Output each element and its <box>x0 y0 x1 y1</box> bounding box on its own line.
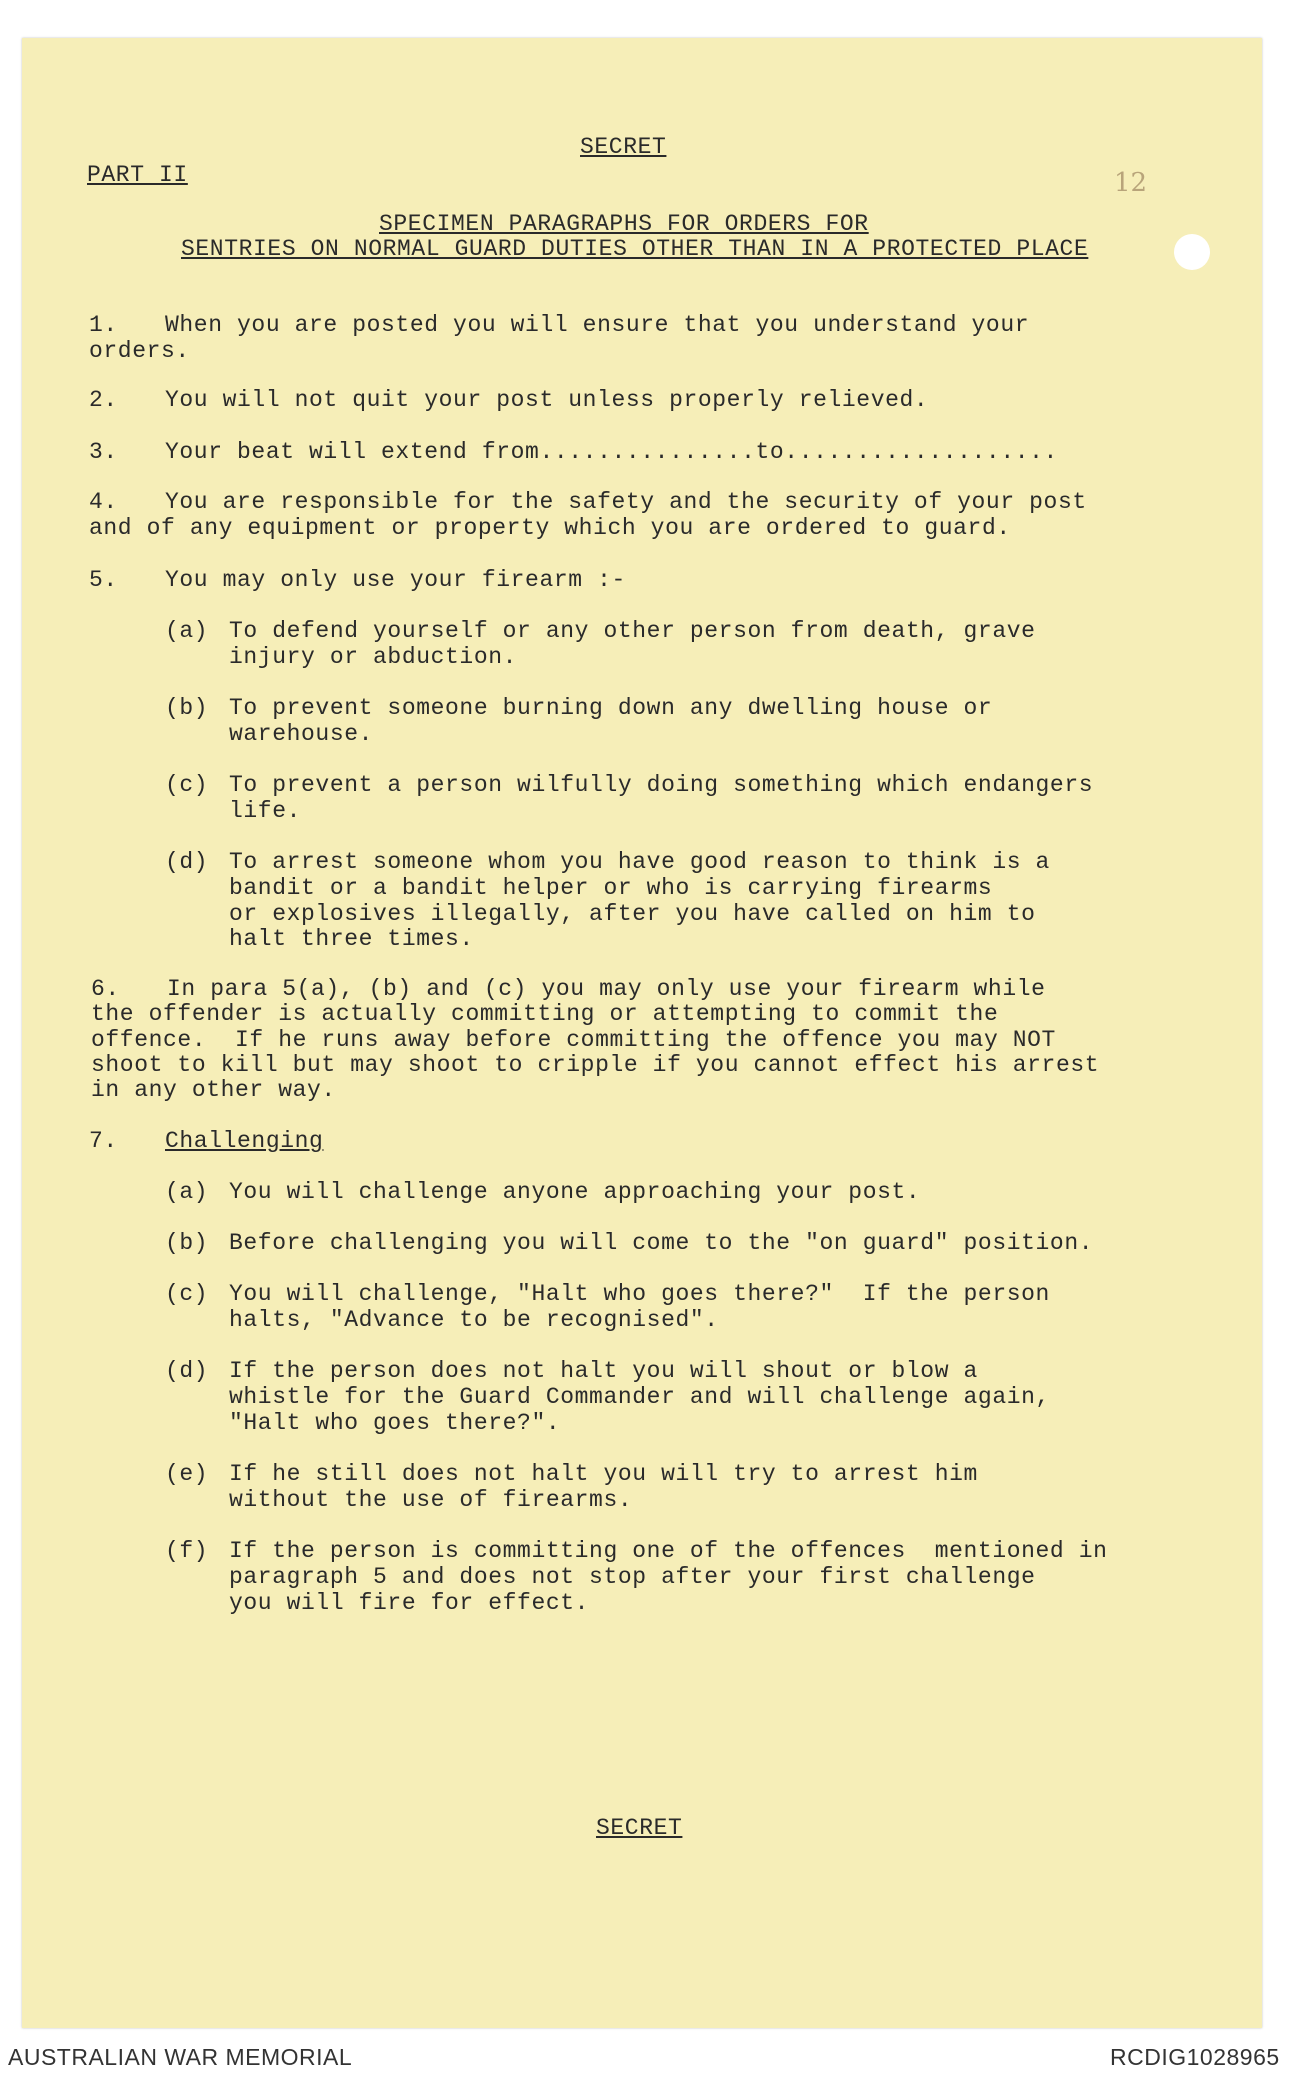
para-2-line-1: You will not quit your post unless properly relieved. <box>165 387 929 413</box>
para-7c-line-1: You will challenge, "Halt who goes there?" If the person <box>229 1281 1050 1307</box>
para-6-number: 6. <box>91 976 120 1002</box>
part-label: PART II <box>87 162 188 188</box>
para-1-line-2: orders. <box>89 338 190 364</box>
para-6-line-3: offence. If he runs away before committing the offence you may NOT <box>91 1027 1056 1053</box>
para-7d-line-1: If the person does not halt you will shout or blow a <box>229 1358 978 1384</box>
para-7a-line-1: You will challenge anyone approaching your post. <box>229 1179 921 1205</box>
para-7-heading: Challenging <box>165 1128 324 1154</box>
para-2-number: 2. <box>89 387 118 413</box>
para-5c-line-1: To prevent a person wilfully doing something which endangers <box>229 772 1094 798</box>
para-7b-label: (b) <box>165 1230 209 1256</box>
para-7f-label: (f) <box>165 1538 209 1564</box>
para-5a-line-1: To defend yourself or any other person from death, grave <box>229 618 1036 644</box>
para-1-line-1: When you are posted you will ensure that you understand your <box>165 312 1030 338</box>
para-5c-line-2: life. <box>229 798 302 824</box>
para-5b-label: (b) <box>165 695 209 721</box>
para-7f-line-2: paragraph 5 and does not stop after your first challenge <box>229 1564 1036 1590</box>
para-5d-line-4: halt three times. <box>229 926 474 952</box>
para-5d-line-3: or explosives illegally, after you have called on him to <box>229 901 1036 927</box>
title-line-1: SPECIMEN PARAGRAPHS FOR ORDERS FOR <box>379 211 869 237</box>
para-5-number: 5. <box>89 567 118 593</box>
para-7d-line-2: whistle for the Guard Commander and will challenge again, <box>229 1384 1050 1410</box>
para-4-line-2: and of any equipment or property which you are ordered to guard. <box>89 515 1011 541</box>
para-1-number: 1. <box>89 312 118 338</box>
page-number-mark: 12 <box>1114 168 1148 198</box>
para-5a-label: (a) <box>165 618 209 644</box>
para-6-line-2: the offender is actually committing or attempting to commit the <box>91 1001 999 1027</box>
para-5a-line-2: injury or abduction. <box>229 644 518 670</box>
punch-hole <box>1174 234 1210 270</box>
para-3-number: 3. <box>89 439 118 465</box>
para-7c-line-2: halts, "Advance to be recognised". <box>229 1307 719 1333</box>
classification-bottom: SECRET <box>596 1815 683 1841</box>
para-4-number: 4. <box>89 489 118 515</box>
para-7a-label: (a) <box>165 1179 209 1205</box>
para-7d-line-3: "Halt who goes there?". <box>229 1410 561 1436</box>
para-5d-line-1: To arrest someone whom you have good reason to think is a <box>229 849 1050 875</box>
classification-top: SECRET <box>580 134 667 160</box>
archive-footer-right: RCDIG1028965 <box>1110 2044 1280 2070</box>
archive-footer-left: AUSTRALIAN WAR MEMORIAL <box>8 2044 353 2070</box>
title-line-2: SENTRIES ON NORMAL GUARD DUTIES OTHER THAN IN A PROTECTED PLACE <box>181 236 1089 262</box>
para-7c-label: (c) <box>165 1281 209 1307</box>
para-7b-line-1: Before challenging you will come to the "on guard" position. <box>229 1230 1094 1256</box>
para-5b-line-1: To prevent someone burning down any dwelling house or <box>229 695 993 721</box>
para-5-line-1: You may only use your firearm :- <box>165 567 626 593</box>
para-7f-line-1: If the person is committing one of the offences mentioned in <box>229 1538 1108 1564</box>
para-5d-label: (d) <box>165 849 209 875</box>
para-7e-line-1: If he still does not halt you will try to arrest him <box>229 1461 978 1487</box>
para-6-line-4: shoot to kill but may shoot to cripple if you cannot effect his arrest <box>91 1052 1100 1078</box>
document-page <box>22 38 1262 2028</box>
para-6-line-1: In para 5(a), (b) and (c) you may only use your firearm while <box>167 976 1046 1002</box>
para-4-line-1: You are responsible for the safety and the security of your post <box>165 489 1087 515</box>
para-7-number: 7. <box>89 1128 118 1154</box>
para-7e-label: (e) <box>165 1461 209 1487</box>
para-7e-line-2: without the use of firearms. <box>229 1487 633 1513</box>
para-6-line-5: in any other way. <box>91 1077 336 1103</box>
para-5b-line-2: warehouse. <box>229 721 374 747</box>
para-7d-label: (d) <box>165 1358 209 1384</box>
para-3-line-1: Your beat will extend from...............to................... <box>165 439 1058 465</box>
para-7f-line-3: you will fire for effect. <box>229 1590 590 1616</box>
para-5c-label: (c) <box>165 772 209 798</box>
para-5d-line-2: bandit or a bandit helper or who is carrying firearms <box>229 875 993 901</box>
